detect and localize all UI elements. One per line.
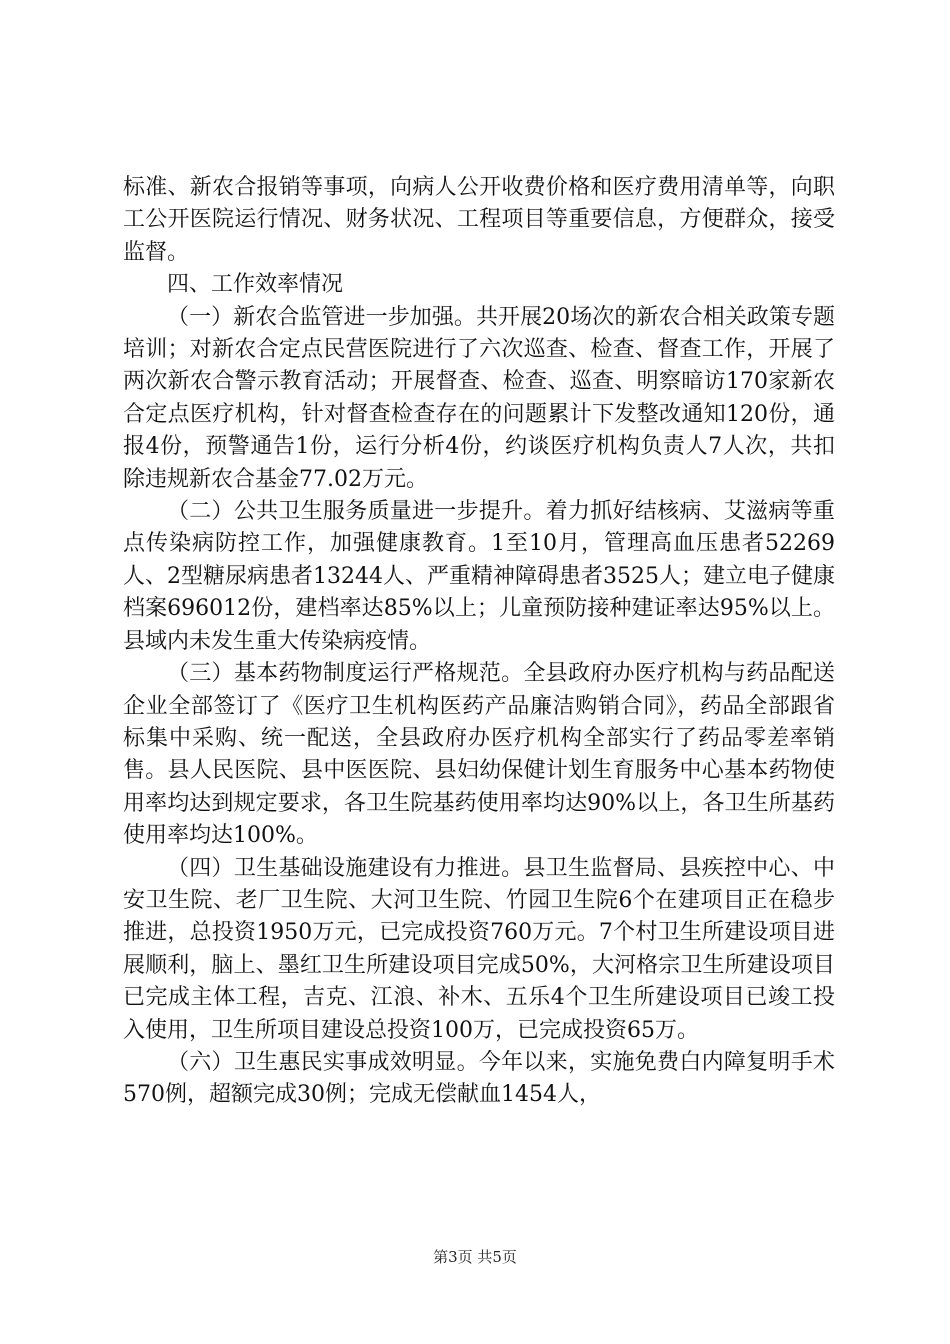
paragraph-essential-drugs: （三）基本药物制度运行严格规范。全县政府办医疗机构与药品配送企业全部签订了《医疗卫生机构医药产品廉洁购销合同》，药品全部跟省标集中采购、统一配送，全县政府办医疗机构全部实行了药品零差率销售。县人民医院、县中医医院、县妇幼保健计划生育服务中心基本药物使用率均达到规定要求，各卫生院基药使用率均达90%以上，各卫生所基药使用率均达100%。	[123, 661, 835, 849]
page-number-footer: 第3页 共5页	[433, 1248, 517, 1266]
section-heading: 四、工作效率情况	[167, 272, 344, 298]
document-body	[123, 172, 835, 1112]
paragraph-public-benefit: （六）卫生惠民实事成效明显。今年以来，实施免费白内障复明手术570例，超额完成30例；完成无偿献血1454人，	[123, 1049, 835, 1108]
paragraph-infrastructure: （四）卫生基础设施建设有力推进。县卫生监督局、县疾控中心、中安卫生院、老厂卫生院、大河卫生院、竹园卫生院6个在建项目正在稳步推进，总投资1950万元，已完成投资760万元。7个村卫生所建设项目进展顺利，脑上、墨红卫生所建设项目完成50%，大河格宗卫生所建设项目已完成主体工程，吉克、江浪、补木、五乐4个卫生所建设项目已竣工投入使用，卫生所项目建设总投资100万，已完成投资65万。	[123, 855, 835, 1043]
paragraph-public-health: （二）公共卫生服务质量进一步提升。着力抓好结核病、艾滋病等重点传染病防控工作，加强健康教育。1至10月，管理高血压患者52269人、2型糖尿病患者13244人、严重精神障碍患者3525人；建立电子健康档案696012份，建档率达85%以上；儿童预防接种建证率达95%以上。县域内未发生重大传染病疫情。	[123, 499, 835, 654]
paragraph-continuation: 标准、新农合报销等事项，向病人公开收费价格和医疗费用清单等，向职工公开医院运行情况、财务状况、工程项目等重要信息，方便群众，接受监督。	[123, 175, 835, 265]
paragraph-ncms-supervision: （一）新农合监管进一步加强。共开展20场次的新农合相关政策专题培训；对新农合定点民营医院进行了六次巡查、检查、督查工作，开展了两次新农合警示教育活动；开展督查、检查、巡查、明察暗访170家新农合定点医疗机构，针对督查检查存在的问题累计下发整改通知120份，通报4份，预警通告1份，运行分析4份，约谈医疗机构负责人7人次，共扣除违规新农合基金77.02万元。	[123, 304, 835, 492]
